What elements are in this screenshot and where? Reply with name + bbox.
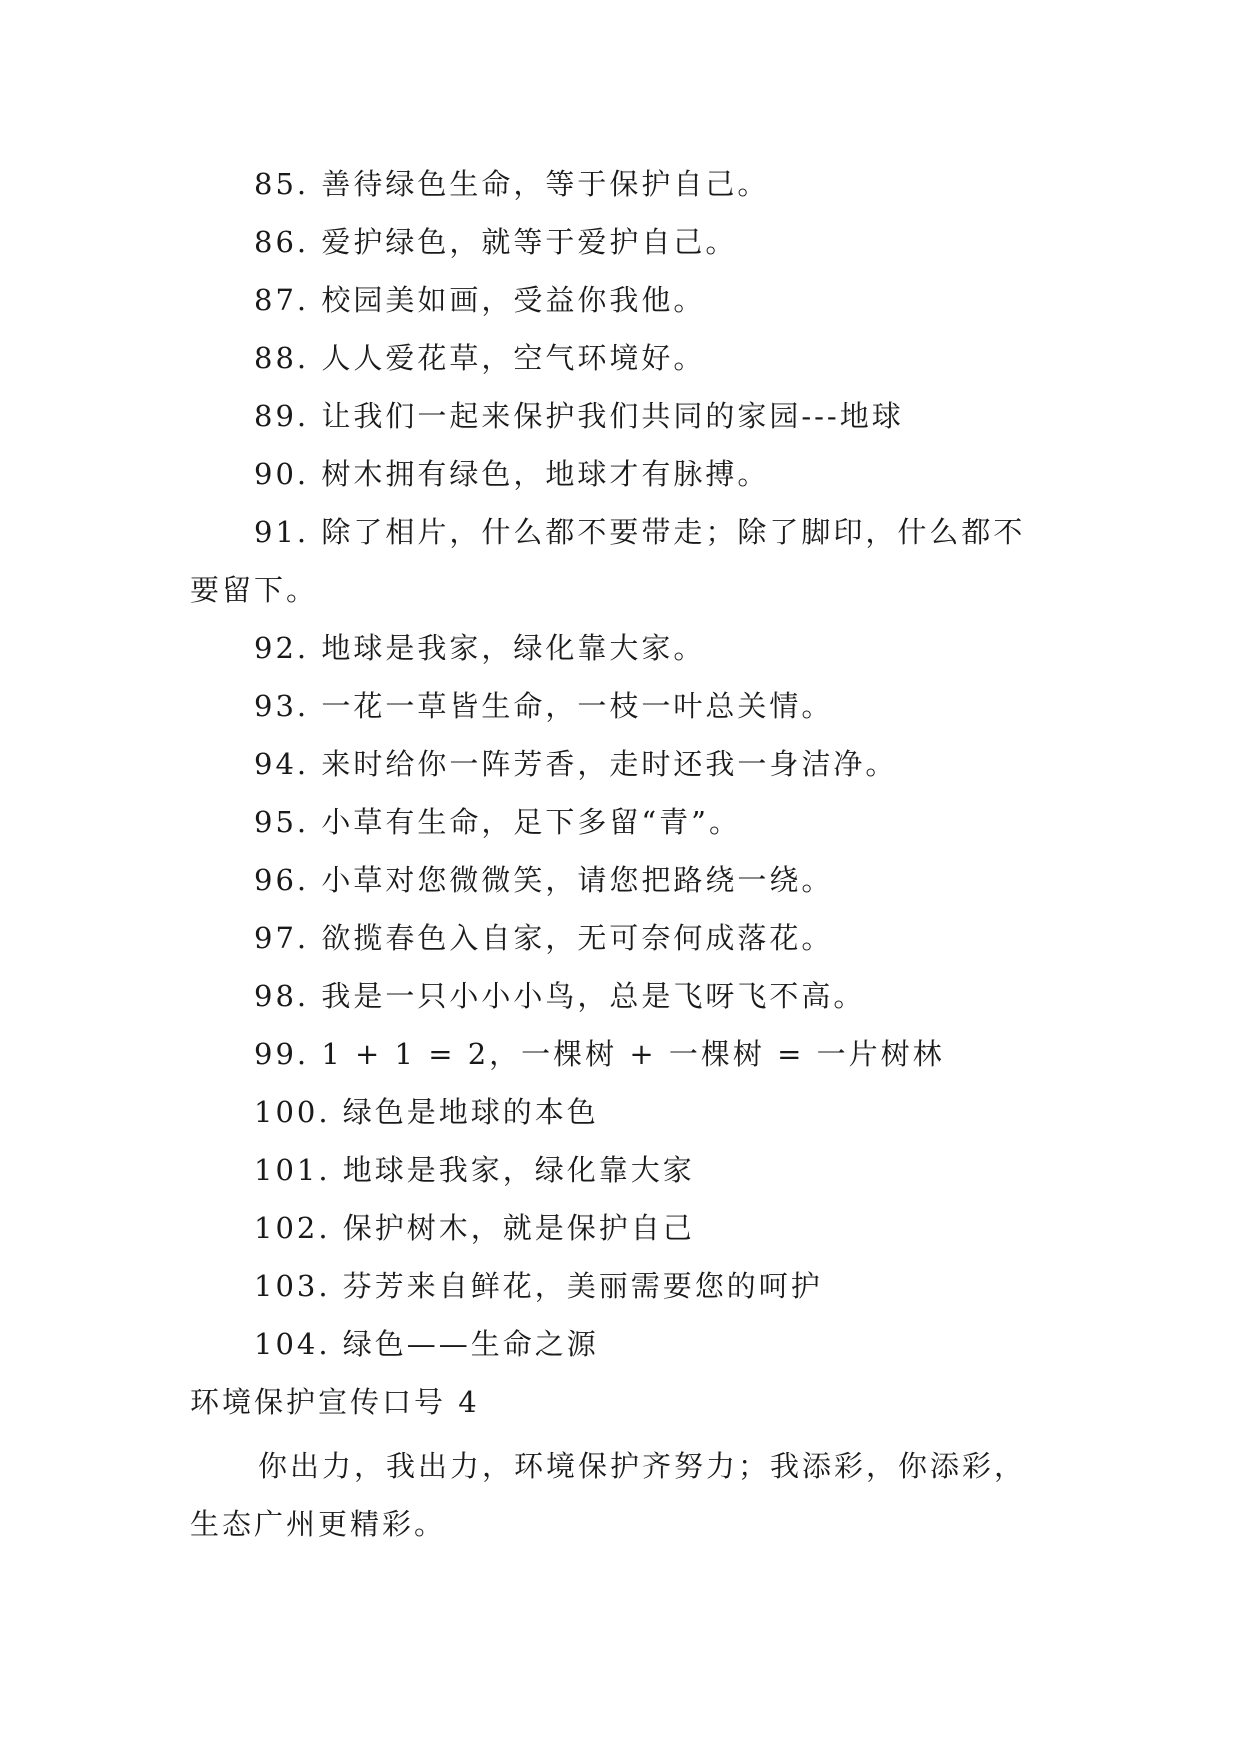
- paragraph-line-1: 你出力，我出力，环境保护齐努力；我添彩，你添彩，: [258, 1449, 1027, 1483]
- section-heading: 环境保护宣传口号 4: [190, 1385, 480, 1419]
- slogan-95: 95. 小草有生命，足下多留“青”。: [254, 805, 741, 839]
- slogan-96: 96. 小草对您微微笑，请您把路绕一绕。: [254, 863, 834, 897]
- slogan-101: 101. 地球是我家，绿化靠大家: [254, 1153, 695, 1187]
- slogan-94: 94. 来时给你一阵芳香，走时还我一身洁净。: [254, 747, 898, 781]
- slogan-103: 103. 芬芳来自鲜花，美丽需要您的呵护: [254, 1269, 823, 1303]
- slogan-90: 90. 树木拥有绿色，地球才有脉搏。: [254, 457, 770, 491]
- slogan-86: 86. 爱护绿色，就等于爱护自己。: [254, 225, 738, 259]
- slogan-91-continuation: 要留下。: [190, 573, 319, 607]
- slogan-85: 85. 善待绿色生命，等于保护自己。: [254, 167, 770, 201]
- slogan-100: 100. 绿色是地球的本色: [254, 1095, 599, 1129]
- slogan-97: 97. 欲揽春色入自家，无可奈何成落花。: [254, 921, 834, 955]
- slogan-102: 102. 保护树木，就是保护自己: [254, 1211, 695, 1245]
- slogan-92: 92. 地球是我家，绿化靠大家。: [254, 631, 706, 665]
- slogan-104: 104. 绿色——生命之源: [254, 1327, 599, 1361]
- slogan-91: 91. 除了相片，什么都不要带走；除了脚印，什么都不: [254, 515, 1026, 549]
- slogan-99: 99. 1 + 1 = 2，一棵树 + 一棵树 = 一片树林: [254, 1037, 945, 1071]
- slogan-87: 87. 校园美如画，受益你我他。: [254, 283, 706, 317]
- slogan-93: 93. 一花一草皆生命，一枝一叶总关情。: [254, 689, 834, 723]
- paragraph-line-2: 生态广州更精彩。: [190, 1507, 447, 1541]
- slogan-89: 89. 让我们一起来保护我们共同的家园---地球: [254, 399, 904, 433]
- slogan-88: 88. 人人爱花草，空气环境好。: [254, 341, 706, 375]
- slogan-98: 98. 我是一只小小小鸟，总是飞呀飞不高。: [254, 979, 866, 1013]
